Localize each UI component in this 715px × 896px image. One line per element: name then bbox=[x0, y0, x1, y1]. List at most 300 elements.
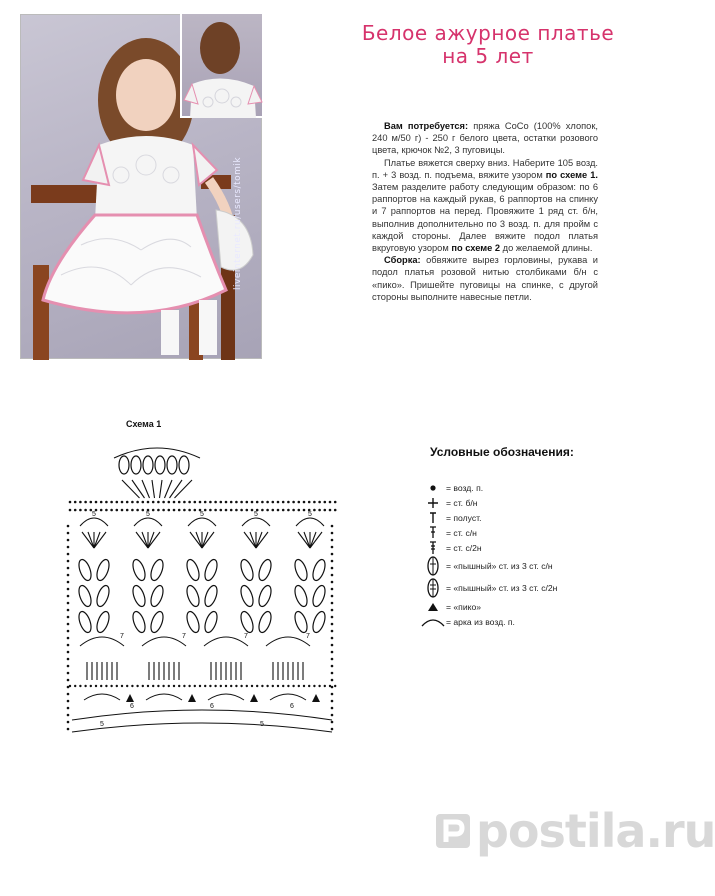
legend-item-text: = «пышный» ст. из 3 ст. с/2н bbox=[446, 583, 558, 593]
chain-dot-mark bbox=[214, 509, 217, 512]
chain-dot-mark bbox=[331, 567, 334, 570]
chain-dot-mark bbox=[67, 665, 70, 668]
chain-dot-mark bbox=[331, 693, 334, 696]
chain-dot-mark bbox=[105, 509, 108, 512]
chain-dot-mark bbox=[131, 685, 133, 687]
chain-dot-mark bbox=[194, 685, 196, 687]
chain-dot-mark bbox=[74, 685, 76, 687]
chain-dot-mark bbox=[204, 501, 207, 504]
chain-dot-mark bbox=[331, 560, 334, 563]
puff-stitch-mark bbox=[185, 558, 202, 582]
chain-arch-mark bbox=[296, 518, 324, 526]
stitch-mark bbox=[142, 532, 148, 548]
chain-dot-mark bbox=[79, 501, 82, 504]
chain-dot-mark bbox=[235, 685, 237, 687]
arc-count-label: 5 bbox=[146, 511, 150, 518]
puff-stitch-mark bbox=[77, 584, 94, 608]
chain-dot-mark bbox=[188, 501, 191, 504]
legend-title: Условные обозначения: bbox=[430, 445, 574, 459]
chain-dot-mark bbox=[126, 501, 129, 504]
chain-dot-mark bbox=[168, 501, 171, 504]
legend-item bbox=[420, 525, 650, 540]
chain-dot-mark bbox=[261, 509, 264, 512]
stitch-mark bbox=[256, 532, 268, 548]
crochet-chart-scheme-1 bbox=[62, 430, 342, 740]
chain-dot-mark bbox=[67, 595, 70, 598]
instructions-text bbox=[372, 120, 598, 303]
legend-item bbox=[420, 480, 650, 495]
chain-dot-mark bbox=[331, 553, 334, 556]
legend-item-text: = «пышный» ст. из 3 ст. с/н bbox=[446, 561, 553, 571]
chain-dot-mark bbox=[324, 685, 326, 687]
chain-dot-mark bbox=[157, 685, 159, 687]
chain-dot-mark bbox=[331, 651, 334, 654]
puff-stitch-mark bbox=[203, 610, 220, 634]
chain-dot-mark bbox=[95, 685, 97, 687]
puff-stitch-mark bbox=[293, 610, 310, 634]
chain-dot-mark bbox=[331, 532, 334, 535]
chain-dot-mark bbox=[116, 509, 119, 512]
legend-item bbox=[420, 540, 650, 555]
stitch-mark bbox=[122, 480, 140, 498]
chain-dot-mark bbox=[67, 721, 70, 724]
chain-dot-mark bbox=[331, 588, 334, 591]
chain-dot-mark bbox=[194, 509, 197, 512]
chain-dot-mark bbox=[67, 693, 70, 696]
stitch-mark bbox=[152, 480, 155, 498]
puff-stitch-mark bbox=[131, 456, 141, 474]
chain-dot-mark bbox=[173, 509, 176, 512]
chain-dot-mark bbox=[147, 685, 149, 687]
arc-count-label: 7 bbox=[120, 633, 124, 640]
puff-stitch-mark bbox=[149, 584, 166, 608]
chain-dot-mark bbox=[194, 501, 197, 504]
chain-dot-mark bbox=[331, 525, 334, 528]
chain-dot-mark bbox=[331, 679, 334, 682]
chain-dot-mark bbox=[105, 501, 108, 504]
puff-stitch-mark bbox=[239, 558, 256, 582]
chain-dot-mark bbox=[131, 509, 134, 512]
chain-dot-mark bbox=[303, 685, 305, 687]
chain-dot-mark bbox=[173, 685, 175, 687]
chain-dot-mark bbox=[67, 728, 70, 731]
puff-stitch-mark bbox=[239, 610, 256, 634]
puff-stitch-mark bbox=[257, 584, 274, 608]
puff-stitch-mark bbox=[203, 584, 220, 608]
chain-dot-mark bbox=[67, 707, 70, 710]
title-line-1: Белое ажурное платье bbox=[361, 21, 615, 45]
chain-dot-mark bbox=[183, 685, 185, 687]
stitch-mark bbox=[244, 532, 256, 548]
stitch-mark bbox=[148, 532, 154, 548]
chain-dot-mark bbox=[152, 501, 155, 504]
chain-arch-mark bbox=[72, 710, 332, 720]
arc-count-label: 5 bbox=[200, 511, 204, 518]
chain-dot-mark bbox=[318, 501, 321, 504]
chain-dot-mark bbox=[292, 509, 295, 512]
chain-dot-mark bbox=[251, 685, 253, 687]
arc-count-label: 6 bbox=[290, 703, 294, 710]
puff-stitch-mark bbox=[293, 584, 310, 608]
chain-dot-mark bbox=[168, 509, 171, 512]
chain-dot-mark bbox=[266, 509, 269, 512]
puff-stitch-mark bbox=[95, 558, 112, 582]
photo-watermark: liveinternet.ru/users/tomik bbox=[233, 156, 243, 290]
chain-dot-mark bbox=[126, 685, 128, 687]
method-text-c: до желаемой длины. bbox=[502, 243, 593, 254]
chain-dot-mark bbox=[136, 501, 139, 504]
stitch-mark bbox=[202, 532, 214, 548]
method-text-b: Затем разделите работу следующим образом: по 6 раппортов на каждый рукав, 6 раппортов на спинку и 7 раппортов на перед. Провяжите 1 ряд ст. б/н, выполнив дополнительно по 3 возд. п. для пройм с каждой стороны. Далее вяжите подол платья вкруговую узором bbox=[372, 182, 598, 254]
arc-count-label: 5 bbox=[254, 511, 258, 518]
puff-stitch-mark bbox=[119, 456, 129, 474]
chain-dot-mark bbox=[69, 509, 72, 512]
puff-stitch-mark bbox=[131, 610, 148, 634]
chain-dot-mark bbox=[199, 685, 201, 687]
chain-dot-mark bbox=[67, 700, 70, 703]
chain-dot-mark bbox=[204, 509, 207, 512]
chain-dot-mark bbox=[230, 685, 232, 687]
puff-stitch-mark bbox=[149, 558, 166, 582]
chain-dot-mark bbox=[173, 501, 176, 504]
chain-dot-mark bbox=[142, 685, 144, 687]
stitch-mark bbox=[160, 480, 163, 498]
chain-dot-mark bbox=[251, 509, 254, 512]
chain-dot-mark bbox=[235, 509, 238, 512]
chain-dot-mark bbox=[204, 685, 206, 687]
chain-dot-mark bbox=[334, 509, 337, 512]
chain-dot-mark bbox=[318, 685, 320, 687]
chain-dot-mark bbox=[331, 630, 334, 633]
chain-dot-mark bbox=[298, 501, 301, 504]
chain-dot-mark bbox=[67, 525, 70, 528]
arc-count-label: 5 bbox=[260, 721, 264, 728]
chain-dot-mark bbox=[266, 501, 269, 504]
chain-dot-mark bbox=[188, 509, 191, 512]
stitch-mark bbox=[148, 532, 160, 548]
chain-dot-mark bbox=[246, 509, 249, 512]
legend-item-text: = ст. б/н bbox=[446, 497, 478, 508]
chain-dot-mark bbox=[272, 509, 275, 512]
chain-dot-mark bbox=[287, 685, 289, 687]
chain-dot-mark bbox=[67, 651, 70, 654]
stitch-mark bbox=[94, 532, 106, 548]
puff-stitch-mark bbox=[167, 456, 177, 474]
chain-arch-mark bbox=[80, 518, 108, 526]
chain-dot-mark bbox=[209, 509, 212, 512]
chain-dot-mark bbox=[142, 509, 145, 512]
chain-dot-mark bbox=[131, 501, 134, 504]
puff-stitch-mark bbox=[239, 584, 256, 608]
chain-dot-mark bbox=[292, 501, 295, 504]
chain-dot-mark bbox=[147, 501, 150, 504]
chain-dot-mark bbox=[329, 509, 332, 512]
chain-dot-mark bbox=[282, 509, 285, 512]
chain-dot-mark bbox=[121, 501, 124, 504]
puff-stitch-mark bbox=[179, 456, 189, 474]
chain-dot-mark bbox=[240, 509, 243, 512]
chain-dot-mark bbox=[261, 501, 264, 504]
chain-dot-mark bbox=[331, 574, 334, 577]
arc-count-label: 5 bbox=[100, 721, 104, 728]
chain-arch-icon bbox=[420, 617, 446, 627]
chain-dot-mark bbox=[67, 574, 70, 577]
chain-dot-mark bbox=[100, 501, 103, 504]
chain-dot-mark bbox=[199, 501, 202, 504]
stitch-mark bbox=[136, 532, 148, 548]
chain-dot-mark bbox=[220, 685, 222, 687]
chain-arch-mark bbox=[188, 518, 216, 526]
title-line-2: на 5 лет bbox=[442, 44, 534, 68]
chain-dot-mark bbox=[67, 623, 70, 626]
chain-dot-mark bbox=[230, 509, 233, 512]
chain-dot-mark bbox=[331, 714, 334, 717]
chain-dot-mark bbox=[334, 685, 336, 687]
chain-dot-mark bbox=[67, 553, 70, 556]
stitch-mark bbox=[196, 532, 202, 548]
chain-dot-mark bbox=[79, 509, 82, 512]
chain-dot-mark bbox=[331, 595, 334, 598]
chain-dot-mark bbox=[214, 501, 217, 504]
method-paragraph bbox=[372, 157, 598, 255]
chain-dot-mark bbox=[331, 623, 334, 626]
chain-dot-mark bbox=[69, 501, 72, 504]
chain-dot-mark bbox=[67, 616, 70, 619]
puff-stitch-mark bbox=[257, 558, 274, 582]
chain-dot-mark bbox=[121, 685, 123, 687]
stitch-mark bbox=[88, 532, 94, 548]
chain-dot-mark bbox=[183, 509, 186, 512]
chain-dot-mark bbox=[235, 501, 238, 504]
chain-dot-mark bbox=[116, 501, 119, 504]
chain-dot-mark bbox=[188, 685, 190, 687]
chain-dot-mark bbox=[298, 509, 301, 512]
chain-dot-mark bbox=[67, 532, 70, 535]
chain-dot-mark bbox=[331, 700, 334, 703]
chain-dot-mark bbox=[121, 509, 124, 512]
materials-text: пряжа СоСо (100% хлопок, 240 м/50 г) - 250 г белого цвета, остатки розового цвета, крючок №2, 3 пуговицы. bbox=[372, 121, 598, 156]
chain-dot-mark bbox=[261, 685, 263, 687]
chain-dot-mark bbox=[110, 501, 113, 504]
treble-crochet-icon bbox=[420, 541, 446, 555]
chain-dot-mark bbox=[67, 560, 70, 563]
stitch-mark bbox=[310, 532, 316, 548]
stitch-mark bbox=[298, 532, 310, 548]
legend-item-text: = полуст. bbox=[446, 512, 482, 523]
chain-dot-mark bbox=[67, 658, 70, 661]
chain-dot-mark bbox=[334, 501, 337, 504]
chain-dot-mark bbox=[266, 685, 268, 687]
chain-dot-mark bbox=[178, 685, 180, 687]
chain-dot-mark bbox=[152, 509, 155, 512]
arc-count-label: 7 bbox=[244, 633, 248, 640]
chain-arch-mark bbox=[208, 694, 244, 700]
puff-stitch-mark bbox=[185, 610, 202, 634]
chain-dot-mark bbox=[303, 501, 306, 504]
chain-dot-mark bbox=[67, 637, 70, 640]
arc-count-label: 5 bbox=[92, 511, 96, 518]
chain-dot-mark bbox=[84, 509, 87, 512]
chain-dot-mark bbox=[230, 501, 233, 504]
chain-dot-mark bbox=[256, 685, 258, 687]
chain-dot-mark bbox=[313, 501, 316, 504]
stitch-mark bbox=[82, 532, 94, 548]
chain-dot-mark bbox=[331, 707, 334, 710]
chain-dot-mark bbox=[246, 501, 249, 504]
chain-dot-mark bbox=[331, 721, 334, 724]
chain-stitch-icon bbox=[420, 484, 446, 492]
chain-dot-mark bbox=[209, 685, 211, 687]
chain-dot-mark bbox=[74, 501, 77, 504]
stitch-mark bbox=[190, 532, 202, 548]
stitch-mark bbox=[202, 532, 208, 548]
chain-dot-mark bbox=[272, 501, 275, 504]
chain-dot-mark bbox=[90, 685, 92, 687]
puff-stitch-mark bbox=[77, 610, 94, 634]
chain-dot-mark bbox=[90, 501, 93, 504]
chain-dot-mark bbox=[136, 509, 139, 512]
chain-dot-mark bbox=[105, 685, 107, 687]
chain-dot-mark bbox=[67, 630, 70, 633]
chain-dot-mark bbox=[331, 665, 334, 668]
chain-dot-mark bbox=[331, 609, 334, 612]
picot-mark bbox=[312, 694, 320, 702]
legend-item bbox=[420, 577, 650, 599]
puff-stitch-mark bbox=[77, 558, 94, 582]
chain-dot-mark bbox=[313, 509, 316, 512]
chain-dot-mark bbox=[331, 581, 334, 584]
chain-dot-mark bbox=[318, 509, 321, 512]
chain-dot-mark bbox=[157, 501, 160, 504]
chain-dot-mark bbox=[162, 509, 165, 512]
legend-item bbox=[420, 495, 650, 510]
chain-dot-mark bbox=[313, 685, 315, 687]
arc-count-label: 7 bbox=[182, 633, 186, 640]
chain-dot-mark bbox=[67, 581, 70, 584]
legend-item bbox=[420, 510, 650, 525]
puff-stitch-mark bbox=[131, 584, 148, 608]
arc-count-label: 6 bbox=[210, 703, 214, 710]
postila-logo-icon bbox=[434, 812, 472, 850]
legend-item-text: = «пико» bbox=[446, 601, 482, 612]
puff-stitch-mark bbox=[131, 558, 148, 582]
puff-stitch-mark bbox=[155, 456, 165, 474]
puff-dc-icon bbox=[420, 556, 446, 576]
legend-item bbox=[420, 555, 650, 577]
stitch-mark bbox=[94, 532, 100, 548]
chain-dot-mark bbox=[67, 679, 70, 682]
chain-dot-mark bbox=[126, 509, 129, 512]
chain-dot-mark bbox=[277, 501, 280, 504]
puff-stitch-mark bbox=[143, 456, 153, 474]
legend-item bbox=[420, 599, 650, 614]
chain-arch-mark bbox=[72, 723, 332, 732]
chain-dot-mark bbox=[84, 501, 87, 504]
picot-mark bbox=[188, 694, 196, 702]
chain-dot-mark bbox=[287, 501, 290, 504]
chain-dot-mark bbox=[178, 509, 181, 512]
assembly-text: обвяжите вырез горловины, рукава и подол платья розовой нитью столбиками б/н с «пико». Пришейте пуговицы на спинке, с другой стороны выполните навесные петли. bbox=[372, 255, 598, 302]
chain-dot-mark bbox=[331, 728, 334, 731]
chain-dot-mark bbox=[225, 685, 227, 687]
chain-dot-mark bbox=[220, 501, 223, 504]
chain-dot-mark bbox=[240, 685, 242, 687]
puff-stitch-mark bbox=[149, 610, 166, 634]
chain-dot-mark bbox=[329, 685, 331, 687]
chain-dot-mark bbox=[162, 685, 164, 687]
double-crochet-icon bbox=[420, 526, 446, 539]
chain-dot-mark bbox=[183, 501, 186, 504]
puff-stitch-mark bbox=[293, 558, 310, 582]
chain-dot-mark bbox=[100, 685, 102, 687]
chain-dot-mark bbox=[67, 602, 70, 605]
chain-dot-mark bbox=[136, 685, 138, 687]
chain-dot-mark bbox=[277, 685, 279, 687]
chain-dot-mark bbox=[74, 509, 77, 512]
puff-stitch-mark bbox=[257, 610, 274, 634]
chain-dot-mark bbox=[220, 509, 223, 512]
chain-arch-mark bbox=[242, 518, 270, 526]
chain-dot-mark bbox=[67, 644, 70, 647]
chain-dot-mark bbox=[331, 616, 334, 619]
chain-dot-mark bbox=[331, 644, 334, 647]
dress-back-view-illustration bbox=[182, 14, 264, 118]
chain-arch-mark bbox=[270, 694, 306, 700]
chain-dot-mark bbox=[157, 509, 160, 512]
arc-count-label: 6 bbox=[130, 703, 134, 710]
scheme-1-label: Схема 1 bbox=[126, 419, 162, 429]
puff-stitch-mark bbox=[203, 558, 220, 582]
chain-arch-mark bbox=[134, 518, 162, 526]
chain-dot-mark bbox=[67, 609, 70, 612]
chain-arch-mark bbox=[142, 637, 186, 646]
puff-stitch-mark bbox=[185, 584, 202, 608]
chain-dot-mark bbox=[272, 685, 274, 687]
chain-dot-mark bbox=[178, 501, 181, 504]
chain-dot-mark bbox=[308, 685, 310, 687]
chain-dot-mark bbox=[331, 658, 334, 661]
stitch-mark bbox=[250, 532, 256, 548]
legend-item bbox=[420, 614, 650, 629]
page-title bbox=[338, 22, 638, 68]
chain-dot-mark bbox=[331, 672, 334, 675]
chain-dot-mark bbox=[110, 509, 113, 512]
materials-label: Вам потребуется: bbox=[384, 121, 469, 131]
materials-paragraph bbox=[372, 120, 598, 157]
chain-dot-mark bbox=[67, 714, 70, 717]
chain-dot-mark bbox=[95, 501, 98, 504]
arc-count-label: 7 bbox=[306, 633, 310, 640]
chain-dot-mark bbox=[100, 509, 103, 512]
puff-stitch-mark bbox=[95, 610, 112, 634]
chain-arch-mark bbox=[80, 637, 124, 646]
chain-dot-mark bbox=[240, 501, 243, 504]
chain-dot-mark bbox=[168, 685, 170, 687]
chain-dot-mark bbox=[67, 588, 70, 591]
logo-text: postila.ru bbox=[476, 804, 715, 858]
chain-dot-mark bbox=[324, 509, 327, 512]
legend-item-text: = возд. п. bbox=[446, 482, 484, 493]
chain-dot-mark bbox=[209, 501, 212, 504]
chain-dot-mark bbox=[303, 509, 306, 512]
chain-dot-mark bbox=[308, 501, 311, 504]
chain-dot-mark bbox=[282, 501, 285, 504]
chain-dot-mark bbox=[110, 685, 112, 687]
chain-dot-mark bbox=[84, 685, 86, 687]
scheme1-ref: по схеме 1. bbox=[545, 169, 599, 180]
site-logo bbox=[434, 804, 715, 858]
chain-dot-mark bbox=[79, 685, 81, 687]
